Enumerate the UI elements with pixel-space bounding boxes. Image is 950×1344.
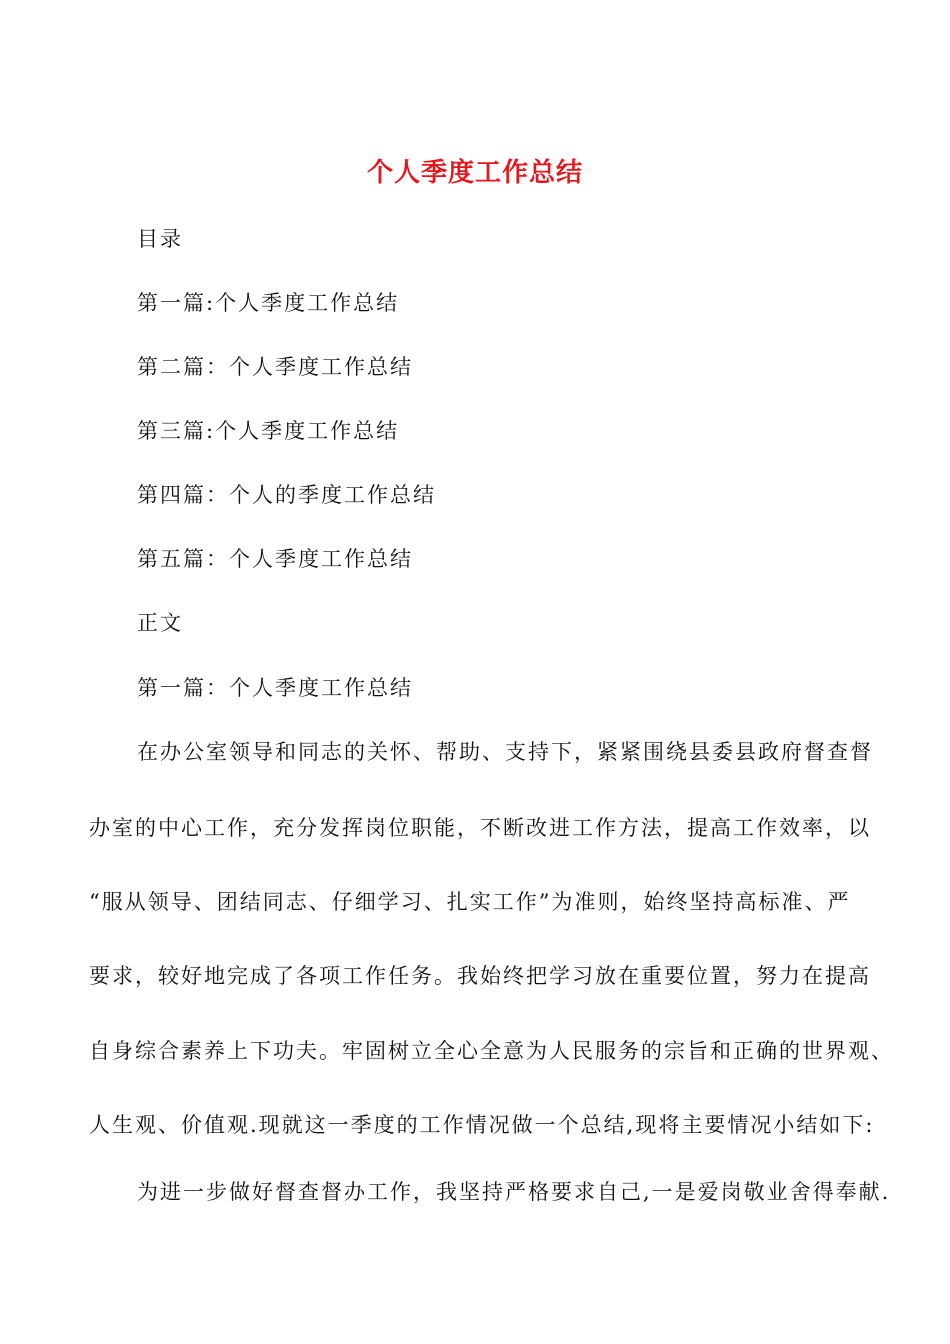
toc-item: 第三篇:个人季度工作总结 bbox=[137, 419, 400, 443]
section-title: 第一篇：个人季度工作总结 bbox=[137, 676, 413, 700]
toc-heading: 目录 bbox=[137, 227, 183, 251]
paragraph-line: 为进一步做好督查督办工作，我坚持严格要求自己,一是爱岗敬业舍得奉献. bbox=[137, 1180, 891, 1204]
toc-item: 第二篇：个人季度工作总结 bbox=[137, 355, 413, 379]
paragraph-line: 要求，较好地完成了各项工作任务。我始终把学习放在重要位置，努力在提高 bbox=[89, 964, 871, 988]
paragraph-line: “服从领导、团结同志、仔细学习、扎实工作”为准则，始终坚持高标准、严 bbox=[89, 890, 851, 914]
document-title: 个人季度工作总结 bbox=[366, 158, 583, 188]
paragraph-line: 自身综合素养上下功夫。牢固树立全心全意为人民服务的宗旨和正确的世界观、 bbox=[89, 1039, 894, 1063]
paragraph-line: 在办公室领导和同志的关怀、帮助、支持下，紧紧围绕县委县政府督查督 bbox=[137, 740, 873, 764]
toc-item: 第五篇：个人季度工作总结 bbox=[137, 547, 413, 571]
body-heading: 正文 bbox=[137, 611, 183, 635]
paragraph-line: 人生观、价值观.现就这一季度的工作情况做一个总结,现将主要情况小结如下: bbox=[89, 1113, 875, 1137]
paragraph-line: 办室的中心工作，充分发挥岗位职能，不断改进工作方法，提高工作效率，以 bbox=[89, 816, 871, 840]
toc-item: 第一篇:个人季度工作总结 bbox=[137, 291, 400, 315]
toc-item: 第四篇：个人的季度工作总结 bbox=[137, 483, 436, 507]
